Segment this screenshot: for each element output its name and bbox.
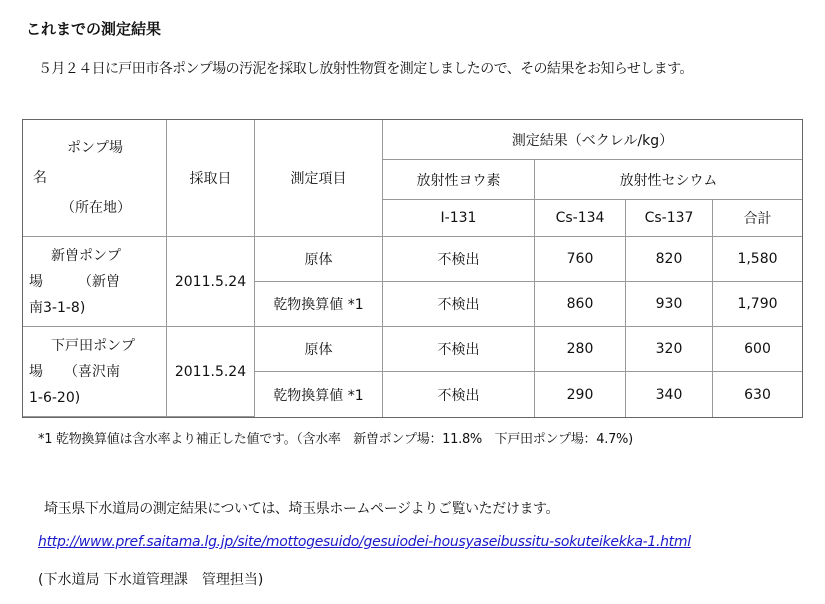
info-text: 埼玉県下水道局の測定結果については、埼玉県ホームページよりご覧いただけます。 [44,501,560,517]
i131-value: 不検出 [383,372,535,417]
header-results: 測定結果（ベクレル/kg） [383,120,802,160]
cs137-value: 340 [626,372,713,417]
measurement-table [22,119,803,418]
station-name-shinzo [23,237,167,327]
header-pump-line1: ポンプ場 [67,140,123,156]
i131-value: 不検出 [383,327,535,372]
header-sample-date: 採取日 [167,120,255,237]
station-name-line3: 南3-1-8) [29,299,86,316]
section-heading: これまでの測定結果 [26,20,162,38]
header-cs137: Cs-137 [626,200,713,237]
header-pump-line3: （所在地） [61,200,131,216]
header-iodine: 放射性ヨウ素 [383,160,535,200]
measure-item: 原体 [255,237,383,282]
cs134-value: 860 [535,282,626,327]
sample-date: 2011.5.24 [167,327,255,417]
station-name-line2: 場 （喜沢南 [29,363,120,380]
measure-item: 乾物換算値 *1 [255,372,383,417]
station-name-line1: 下戸田ポンプ [51,337,135,354]
header-cesium: 放射性セシウム [535,160,802,200]
total-value: 1,580 [713,237,802,282]
header-i131: I-131 [383,200,535,237]
header-measure-item: 測定項目 [255,120,383,237]
sample-date: 2011.5.24 [167,237,255,327]
station-name-shimotoda [23,327,167,417]
total-value: 600 [713,327,802,372]
i131-value: 不検出 [383,237,535,282]
station-name-line1: 新曽ポンプ [51,247,121,264]
station-name-line2: 場 （新曽 [29,273,120,290]
measure-item: 乾物換算値 *1 [255,282,383,327]
cs134-value: 280 [535,327,626,372]
footnote: *1 乾物換算値は含水率より補正した値です。（含水率 新曽ポンプ場：11.8% 下戸田ポンプ場：4.7%) [38,432,633,447]
total-value: 1,790 [713,282,802,327]
measure-item: 原体 [255,327,383,372]
cs134-value: 760 [535,237,626,282]
i131-value: 不検出 [383,282,535,327]
total-value: 630 [744,386,771,403]
header-cs134: Cs-134 [535,200,626,237]
cs134-value: 290 [535,372,626,417]
cs137-value: 930 [626,282,713,327]
header-pump-line2: 名 [33,170,47,186]
saitama-results-link[interactable]: http://www.pref.saitama.lg.jp/site/mottogesuido/gesuiodei-housyaseibussitu-sokuteikekka-1.html [38,534,691,550]
cs137-value: 820 [626,237,713,282]
station-name-line3: 1-6-20) [29,389,81,406]
intro-text: ５月２４日に戸田市各ポンプ場の汚泥を採取し放射性物質を測定しましたので、その結果をお知らせします。 [38,61,693,77]
department-contact: (下水道局 下水道管理課 管理担当) [38,572,264,588]
header-pump-station [23,120,167,237]
cs137-value: 320 [626,327,713,372]
header-total: 合計 [713,200,802,237]
